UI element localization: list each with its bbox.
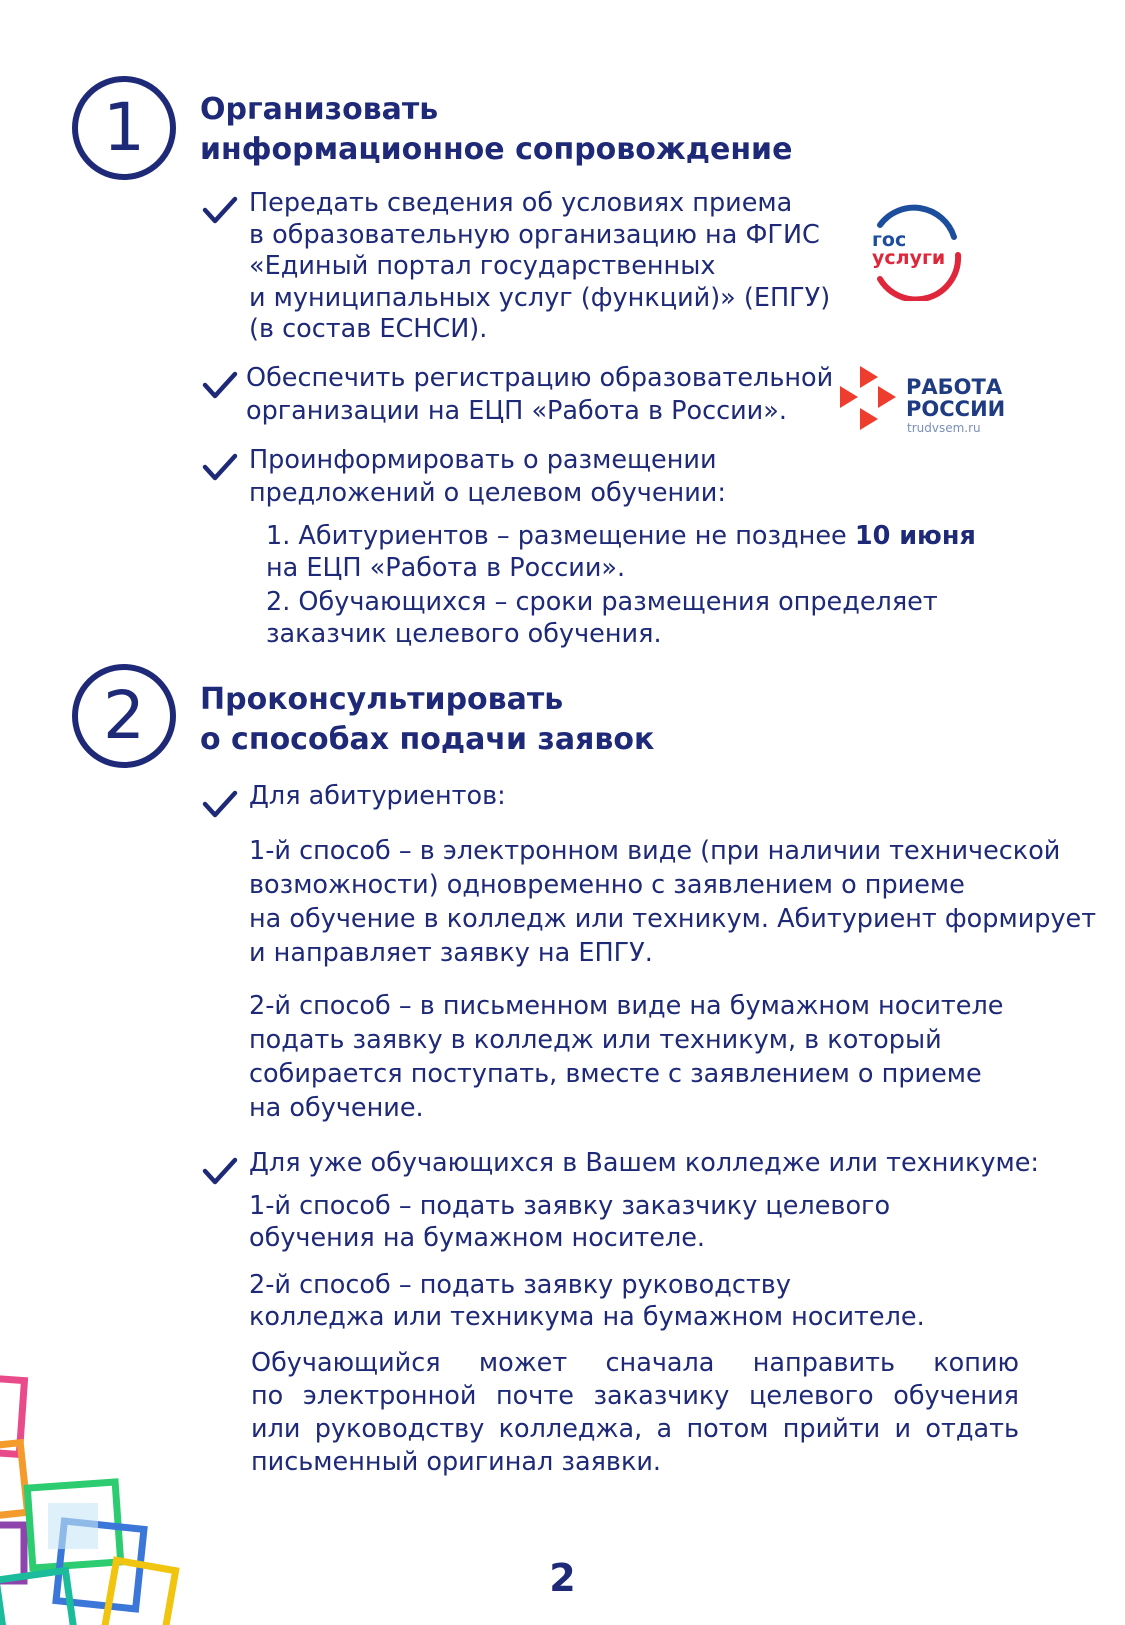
applicants-way-1 — [249, 834, 1096, 970]
rabota-rossii-logo-line-2: РОССИИ — [906, 397, 1006, 421]
text-line: заказчик целевого обучения. — [266, 618, 662, 649]
section-1-title-line: Организовать — [200, 92, 439, 127]
text-line: и муниципальных услуг (функций)» (ЕПГУ) — [249, 282, 831, 313]
text-line: 2. Обучающихся – сроки размещения определяет — [266, 587, 938, 617]
check-icon — [202, 1156, 238, 1188]
text-line: «Единый портал государственных — [249, 251, 716, 281]
gosuslugi-logo — [862, 203, 966, 301]
section-1-sub-item-1 — [266, 521, 976, 584]
text-line: (в состав ЕСНСИ). — [249, 314, 488, 344]
text-line: 2-й способ – в письменном виде на бумажном носителе — [249, 991, 1004, 1021]
section-1-item-3-text — [249, 444, 726, 510]
section-1-item-1-text — [249, 188, 830, 346]
text-line: 1-й способ – подать заявку заказчику целевого — [249, 1191, 891, 1221]
text-segment: 1. Абитуриентов – размещение не позднее — [266, 521, 855, 551]
text-line: на обучение. — [249, 1093, 424, 1123]
deadline-bold: 10 июня — [854, 521, 976, 551]
section-1-number-circle — [72, 76, 176, 180]
rabota-rossii-arrows-icon — [838, 364, 902, 434]
section-2-number: 2 — [103, 677, 145, 754]
text-line: в образовательную организацию на ФГИС — [249, 219, 820, 250]
text-line: подать заявку в колледж или техникум, в который — [249, 1025, 942, 1055]
text-line: Проинформировать о размещении — [249, 445, 717, 475]
text-line — [266, 521, 976, 553]
text-line: письменный оригинал заявки. — [251, 1447, 662, 1477]
text-line: организации на ЕЦП «Работа в России». — [246, 396, 787, 426]
text-line: на обучение в колледж или техникум. Абитуриент формирует — [249, 904, 1097, 934]
section-1-title-line: информационное сопровождение — [200, 132, 793, 167]
text-line: по электронной почте заказчику целевого обучения — [251, 1381, 1019, 1411]
page-number: 2 — [549, 1556, 576, 1600]
section-2-title-line: Проконсультировать — [200, 682, 564, 717]
text-line: колледжа или техникума на бумажном носителе. — [249, 1301, 925, 1332]
rabota-rossii-logo — [838, 364, 1008, 438]
section-1-title — [200, 90, 792, 170]
students-note — [251, 1347, 1019, 1479]
section-2-title — [200, 680, 654, 760]
text-line: Обеспечить регистрацию образовательной — [246, 363, 834, 393]
rabota-rossii-logo-site: trudvsem.ru — [907, 421, 981, 435]
gosuslugi-logo-text-bottom: услуги — [872, 247, 946, 269]
section-1-number: 1 — [103, 89, 145, 166]
text-line: и направляет заявку на ЕПГУ. — [249, 938, 653, 968]
check-icon — [202, 370, 238, 402]
check-icon — [202, 195, 238, 227]
gosuslugi-logo-text-top: гос — [872, 229, 907, 251]
students-way-1 — [249, 1191, 890, 1254]
students-way-2 — [249, 1270, 925, 1333]
text-line: на ЕЦП «Работа в России». — [266, 552, 626, 583]
text-line: предложений о целевом обучении: — [249, 478, 726, 508]
text-line: возможности) одновременно с заявлением о приеме — [249, 870, 965, 900]
text-line: 2-й способ – подать заявку руководству — [249, 1270, 791, 1300]
students-label: Для уже обучающихся в Вашем колледже или техникуме: — [249, 1148, 1039, 1178]
applicants-way-2 — [249, 989, 1003, 1125]
section-1-item-2-text — [246, 362, 833, 428]
section-1-sub-item-2 — [266, 587, 938, 650]
section-2-number-circle — [72, 664, 176, 768]
text-line: Передать сведения об условиях приема — [249, 188, 793, 218]
text-line: собирается поступать, вместе с заявлением о приеме — [249, 1059, 982, 1089]
text-line: обучения на бумажном носителе. — [249, 1222, 706, 1253]
rabota-rossii-logo-line-1: РАБОТА — [906, 375, 1003, 399]
check-icon — [202, 452, 238, 484]
text-line: 1-й способ – в электронном виде (при наличии технической — [249, 836, 1061, 866]
section-2-title-line: о способах подачи заявок — [200, 722, 655, 757]
check-icon — [202, 789, 238, 821]
applicants-label: Для абитуриентов: — [249, 781, 506, 811]
text-line: Обучающийся может сначала направить копию — [251, 1348, 1019, 1378]
text-line: или руководству колледжа, а потом прийти и отдать — [251, 1414, 1019, 1444]
